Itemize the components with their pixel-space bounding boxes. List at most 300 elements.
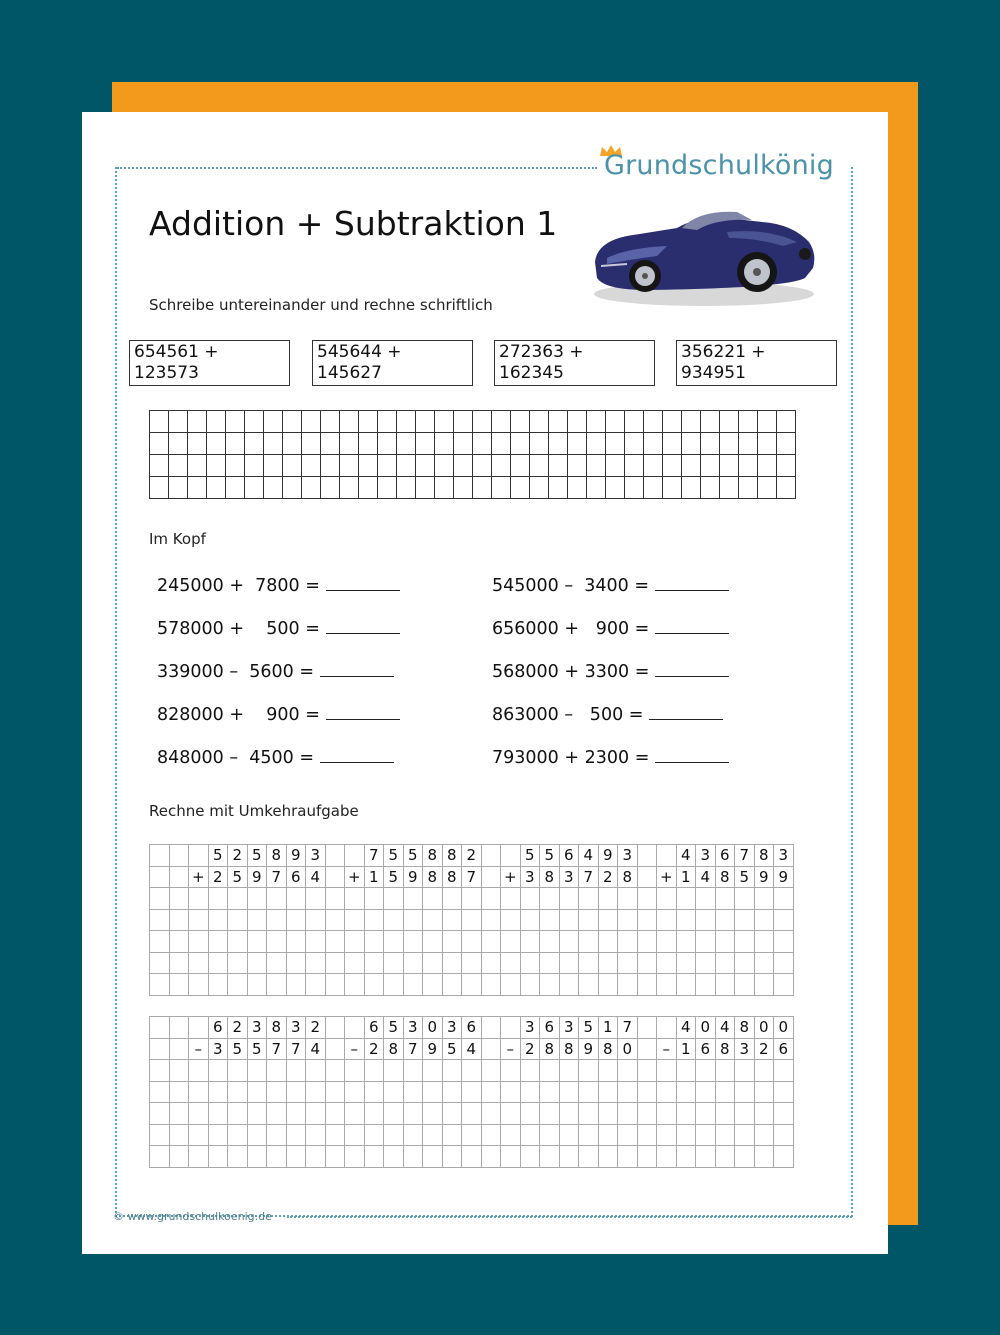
grid-cell[interactable] [423, 888, 443, 910]
grid-cell[interactable] [754, 1060, 774, 1082]
grid-cell[interactable] [150, 455, 169, 477]
digit-cell[interactable]: 8 [423, 845, 443, 867]
grid-cell[interactable] [442, 1124, 462, 1146]
grid-cell[interactable] [606, 411, 625, 433]
grid-cell[interactable] [754, 1081, 774, 1103]
grid-cell[interactable] [283, 455, 302, 477]
grid-cell[interactable] [325, 1146, 345, 1168]
digit-cell[interactable]: 6 [774, 1038, 794, 1060]
grid-cell[interactable] [579, 888, 599, 910]
grid-cell[interactable] [403, 1146, 423, 1168]
digit-cell[interactable]: 6 [364, 1017, 384, 1039]
grid-cell[interactable] [625, 433, 644, 455]
digit-cell[interactable] [481, 1038, 501, 1060]
digit-cell[interactable]: 6 [462, 1017, 482, 1039]
grid-cell[interactable] [306, 1081, 326, 1103]
grid-cell[interactable] [188, 433, 207, 455]
grid-cell[interactable] [663, 411, 682, 433]
grid-cell[interactable] [637, 974, 657, 996]
grid-cell[interactable] [559, 952, 579, 974]
digit-cell[interactable] [150, 866, 170, 888]
digit-cell[interactable]: 3 [247, 1017, 267, 1039]
digit-cell[interactable]: + [657, 866, 677, 888]
digit-cell[interactable]: 5 [735, 866, 755, 888]
grid-cell[interactable] [454, 433, 473, 455]
grid-cell[interactable] [696, 888, 716, 910]
grid-cell[interactable] [715, 1103, 735, 1125]
grid-cell[interactable] [306, 931, 326, 953]
grid-cell[interactable] [397, 477, 416, 499]
grid-cell[interactable] [150, 411, 169, 433]
grid-cell[interactable] [715, 974, 735, 996]
grid-cell[interactable] [777, 477, 796, 499]
digit-cell[interactable]: 8 [442, 866, 462, 888]
digit-cell[interactable]: 5 [384, 866, 404, 888]
digit-cell[interactable] [150, 845, 170, 867]
digit-cell[interactable]: 0 [618, 1038, 638, 1060]
grid-cell[interactable] [637, 1060, 657, 1082]
grid-cell[interactable] [454, 455, 473, 477]
grid-cell[interactable] [618, 952, 638, 974]
grid-cell[interactable] [481, 1146, 501, 1168]
digit-cell[interactable]: 3 [735, 1038, 755, 1060]
grid-cell[interactable] [696, 1124, 716, 1146]
grid-cell[interactable] [442, 888, 462, 910]
digit-cell[interactable] [345, 1017, 365, 1039]
grid-cell[interactable] [637, 1081, 657, 1103]
grid-cell[interactable] [364, 1081, 384, 1103]
grid-cell[interactable] [701, 433, 720, 455]
grid-cell[interactable] [739, 411, 758, 433]
digit-cell[interactable] [150, 1017, 170, 1039]
grid-cell[interactable] [364, 1103, 384, 1125]
grid-cell[interactable] [568, 411, 587, 433]
grid-cell[interactable] [442, 974, 462, 996]
grid-cell[interactable] [676, 1060, 696, 1082]
grid-cell[interactable] [403, 1060, 423, 1082]
grid-cell[interactable] [340, 433, 359, 455]
grid-cell[interactable] [735, 1060, 755, 1082]
digit-cell[interactable]: 7 [364, 845, 384, 867]
grid-cell[interactable] [403, 952, 423, 974]
grid-cell[interactable] [520, 974, 540, 996]
grid-cell[interactable] [587, 433, 606, 455]
grid-cell[interactable] [754, 931, 774, 953]
grid-cell[interactable] [676, 909, 696, 931]
grid-cell[interactable] [306, 1103, 326, 1125]
digit-cell[interactable]: 3 [696, 845, 716, 867]
grid-cell[interactable] [403, 909, 423, 931]
grid-cell[interactable] [340, 455, 359, 477]
grid-cell[interactable] [189, 1124, 209, 1146]
grid-cell[interactable] [302, 477, 321, 499]
grid-cell[interactable] [384, 1060, 404, 1082]
grid-cell[interactable] [598, 952, 618, 974]
grid-cell[interactable] [286, 931, 306, 953]
grid-cell[interactable] [364, 974, 384, 996]
grid-cell[interactable] [559, 1103, 579, 1125]
grid-cell[interactable] [644, 455, 663, 477]
grid-cell[interactable] [587, 411, 606, 433]
grid-cell[interactable] [462, 974, 482, 996]
grid-cell[interactable] [663, 477, 682, 499]
grid-cell[interactable] [286, 1103, 306, 1125]
digit-cell[interactable]: 8 [442, 845, 462, 867]
digit-cell[interactable]: 9 [423, 1038, 443, 1060]
grid-cell[interactable] [598, 1146, 618, 1168]
grid-cell[interactable] [247, 1103, 267, 1125]
grid-cell[interactable] [735, 1103, 755, 1125]
digit-cell[interactable]: 2 [228, 1017, 248, 1039]
digit-cell[interactable]: 2 [364, 1038, 384, 1060]
grid-cell[interactable] [416, 433, 435, 455]
grid-cell[interactable] [481, 1081, 501, 1103]
grid-cell[interactable] [435, 433, 454, 455]
grid-cell[interactable] [644, 477, 663, 499]
digit-cell[interactable]: 9 [403, 866, 423, 888]
grid-cell[interactable] [207, 477, 226, 499]
grid-cell[interactable] [657, 974, 677, 996]
grid-cell[interactable] [359, 455, 378, 477]
digit-cell[interactable] [189, 845, 209, 867]
grid-cell[interactable] [481, 952, 501, 974]
digit-cell[interactable]: 5 [442, 1038, 462, 1060]
grid-cell[interactable] [169, 455, 188, 477]
answer-line[interactable] [655, 660, 729, 677]
grid-cell[interactable] [657, 888, 677, 910]
grid-cell[interactable] [618, 1146, 638, 1168]
grid-cell[interactable] [579, 974, 599, 996]
grid-cell[interactable] [696, 1103, 716, 1125]
grid-cell[interactable] [169, 1081, 189, 1103]
grid-cell[interactable] [306, 952, 326, 974]
grid-cell[interactable] [501, 931, 521, 953]
grid-cell[interactable] [774, 931, 794, 953]
digit-cell[interactable]: 1 [364, 866, 384, 888]
grid-cell[interactable] [264, 477, 283, 499]
digit-cell[interactable]: 2 [520, 1038, 540, 1060]
digit-cell[interactable]: + [345, 866, 365, 888]
digit-cell[interactable]: 0 [754, 1017, 774, 1039]
grid-cell[interactable] [228, 974, 248, 996]
grid-cell[interactable] [598, 909, 618, 931]
grid-cell[interactable] [423, 1103, 443, 1125]
digit-cell[interactable]: 3 [618, 845, 638, 867]
grid-cell[interactable] [208, 1124, 228, 1146]
grid-cell[interactable] [228, 909, 248, 931]
grid-cell[interactable] [540, 1081, 560, 1103]
grid-cell[interactable] [501, 1103, 521, 1125]
grid-cell[interactable] [364, 1124, 384, 1146]
grid-cell[interactable] [540, 931, 560, 953]
grid-cell[interactable] [682, 411, 701, 433]
digit-cell[interactable]: 7 [286, 1038, 306, 1060]
grid-cell[interactable] [735, 1124, 755, 1146]
grid-cell[interactable] [774, 888, 794, 910]
grid-cell[interactable] [306, 909, 326, 931]
grid-cell[interactable] [462, 1103, 482, 1125]
grid-cell[interactable] [384, 1103, 404, 1125]
grid-cell[interactable] [598, 1060, 618, 1082]
grid-cell[interactable] [208, 1146, 228, 1168]
grid-cell[interactable] [442, 952, 462, 974]
grid-cell[interactable] [286, 888, 306, 910]
digit-cell[interactable]: 5 [403, 845, 423, 867]
grid-cell[interactable] [774, 1124, 794, 1146]
grid-cell[interactable] [618, 1103, 638, 1125]
grid-cell[interactable] [378, 455, 397, 477]
grid-cell[interactable] [150, 952, 170, 974]
digit-cell[interactable]: 8 [384, 1038, 404, 1060]
grid-cell[interactable] [345, 1146, 365, 1168]
grid-cell[interactable] [696, 974, 716, 996]
grid-cell[interactable] [501, 1146, 521, 1168]
digit-cell[interactable]: 1 [598, 1017, 618, 1039]
grid-cell[interactable] [442, 1103, 462, 1125]
answer-line[interactable] [326, 703, 400, 720]
digit-cell[interactable]: 6 [286, 866, 306, 888]
grid-cell[interactable] [325, 952, 345, 974]
grid-cell[interactable] [587, 455, 606, 477]
grid-cell[interactable] [598, 1081, 618, 1103]
digit-cell[interactable] [345, 845, 365, 867]
grid-cell[interactable] [715, 888, 735, 910]
grid-cell[interactable] [625, 477, 644, 499]
grid-cell[interactable] [549, 433, 568, 455]
grid-cell[interactable] [169, 433, 188, 455]
grid-cell[interactable] [169, 1146, 189, 1168]
digit-cell[interactable]: 3 [520, 866, 540, 888]
digit-cell[interactable]: 5 [208, 845, 228, 867]
answer-line[interactable] [326, 574, 400, 591]
digit-cell[interactable]: 6 [715, 845, 735, 867]
digit-cell[interactable]: 2 [462, 845, 482, 867]
grid-cell[interactable] [208, 931, 228, 953]
grid-cell[interactable] [758, 477, 777, 499]
digit-cell[interactable]: 8 [715, 1038, 735, 1060]
grid-cell[interactable] [644, 433, 663, 455]
grid-cell[interactable] [559, 1081, 579, 1103]
digit-cell[interactable] [637, 866, 657, 888]
grid-cell[interactable] [473, 477, 492, 499]
grid-cell[interactable] [384, 888, 404, 910]
grid-cell[interactable] [754, 888, 774, 910]
digit-cell[interactable]: 4 [306, 866, 326, 888]
grid-cell[interactable] [758, 411, 777, 433]
grid-cell[interactable] [473, 433, 492, 455]
digit-cell[interactable]: 2 [306, 1017, 326, 1039]
grid-cell[interactable] [189, 952, 209, 974]
grid-cell[interactable] [520, 1146, 540, 1168]
grid-cell[interactable] [598, 974, 618, 996]
grid-cell[interactable] [325, 1081, 345, 1103]
grid-cell[interactable] [207, 411, 226, 433]
digit-cell[interactable]: 8 [423, 866, 443, 888]
grid-cell[interactable] [345, 952, 365, 974]
grid-cell[interactable] [774, 909, 794, 931]
grid-cell[interactable] [568, 477, 587, 499]
grid-cell[interactable] [520, 1124, 540, 1146]
digit-cell[interactable]: 9 [579, 1038, 599, 1060]
digit-cell[interactable]: 8 [267, 1017, 287, 1039]
digit-cell[interactable]: 9 [774, 866, 794, 888]
grid-cell[interactable] [559, 931, 579, 953]
grid-cell[interactable] [598, 1103, 618, 1125]
grid-cell[interactable] [657, 1060, 677, 1082]
grid-cell[interactable] [416, 411, 435, 433]
digit-cell[interactable]: 6 [696, 1038, 716, 1060]
grid-cell[interactable] [435, 411, 454, 433]
digit-cell[interactable]: 5 [540, 845, 560, 867]
grid-cell[interactable] [696, 931, 716, 953]
grid-cell[interactable] [540, 974, 560, 996]
grid-cell[interactable] [442, 931, 462, 953]
grid-cell[interactable] [774, 952, 794, 974]
grid-cell[interactable] [682, 455, 701, 477]
grid-cell[interactable] [520, 888, 540, 910]
digit-cell[interactable]: 7 [267, 1038, 287, 1060]
grid-cell[interactable] [540, 1060, 560, 1082]
grid-cell[interactable] [403, 888, 423, 910]
digit-cell[interactable]: 8 [540, 1038, 560, 1060]
digit-cell[interactable]: 5 [228, 1038, 248, 1060]
digit-cell[interactable] [637, 845, 657, 867]
grid-cell[interactable] [568, 433, 587, 455]
digit-cell[interactable]: 8 [540, 866, 560, 888]
grid-cell[interactable] [758, 455, 777, 477]
answer-line[interactable] [649, 703, 723, 720]
grid-cell[interactable] [245, 455, 264, 477]
digit-cell[interactable]: 3 [403, 1017, 423, 1039]
digit-cell[interactable] [169, 866, 189, 888]
digit-cell[interactable] [637, 1017, 657, 1039]
digit-cell[interactable]: 9 [754, 866, 774, 888]
grid-cell[interactable] [618, 931, 638, 953]
digit-cell[interactable]: 8 [598, 1038, 618, 1060]
digit-cell[interactable] [325, 845, 345, 867]
grid-cell[interactable] [676, 1146, 696, 1168]
grid-cell[interactable] [774, 1081, 794, 1103]
digit-cell[interactable]: 5 [384, 1017, 404, 1039]
grid-cell[interactable] [735, 1146, 755, 1168]
digit-cell[interactable]: 0 [774, 1017, 794, 1039]
grid-cell[interactable] [189, 909, 209, 931]
grid-cell[interactable] [657, 1103, 677, 1125]
grid-cell[interactable] [720, 455, 739, 477]
grid-cell[interactable] [754, 909, 774, 931]
grid-cell[interactable] [657, 1124, 677, 1146]
grid-cell[interactable] [481, 931, 501, 953]
digit-cell[interactable]: 4 [696, 866, 716, 888]
digit-cell[interactable]: 5 [520, 845, 540, 867]
grid-cell[interactable] [663, 455, 682, 477]
grid-cell[interactable] [637, 1146, 657, 1168]
grid-cell[interactable] [321, 477, 340, 499]
digit-cell[interactable]: 6 [559, 845, 579, 867]
grid-cell[interactable] [720, 433, 739, 455]
digit-cell[interactable]: 3 [559, 866, 579, 888]
grid-cell[interactable] [226, 433, 245, 455]
grid-cell[interactable] [676, 1103, 696, 1125]
grid-cell[interactable] [462, 1060, 482, 1082]
digit-cell[interactable]: 8 [754, 845, 774, 867]
digit-cell[interactable]: 2 [228, 845, 248, 867]
grid-cell[interactable] [682, 477, 701, 499]
grid-cell[interactable] [325, 1060, 345, 1082]
grid-cell[interactable] [715, 1146, 735, 1168]
grid-cell[interactable] [423, 1060, 443, 1082]
grid-cell[interactable] [735, 888, 755, 910]
digit-cell[interactable]: 8 [559, 1038, 579, 1060]
grid-cell[interactable] [754, 952, 774, 974]
grid-cell[interactable] [207, 455, 226, 477]
grid-cell[interactable] [579, 1146, 599, 1168]
grid-cell[interactable] [423, 931, 443, 953]
grid-cell[interactable] [735, 909, 755, 931]
grid-cell[interactable] [559, 1124, 579, 1146]
digit-cell[interactable] [189, 1017, 209, 1039]
grid-cell[interactable] [306, 1060, 326, 1082]
grid-cell[interactable] [579, 952, 599, 974]
digit-cell[interactable]: 7 [267, 866, 287, 888]
grid-cell[interactable] [228, 1124, 248, 1146]
grid-cell[interactable] [150, 974, 170, 996]
grid-cell[interactable] [696, 1146, 716, 1168]
grid-cell[interactable] [384, 931, 404, 953]
grid-cell[interactable] [754, 974, 774, 996]
grid-cell[interactable] [625, 455, 644, 477]
grid-cell[interactable] [501, 952, 521, 974]
grid-cell[interactable] [598, 888, 618, 910]
grid-cell[interactable] [345, 1060, 365, 1082]
grid-cell[interactable] [226, 455, 245, 477]
grid-cell[interactable] [169, 888, 189, 910]
grid-cell[interactable] [247, 1124, 267, 1146]
grid-cell[interactable] [701, 455, 720, 477]
grid-cell[interactable] [540, 1146, 560, 1168]
grid-cell[interactable] [208, 909, 228, 931]
grid-cell[interactable] [754, 1124, 774, 1146]
grid-cell[interactable] [462, 1124, 482, 1146]
grid-cell[interactable] [150, 931, 170, 953]
digit-cell[interactable] [657, 845, 677, 867]
grid-cell[interactable] [228, 952, 248, 974]
grid-cell[interactable] [264, 411, 283, 433]
grid-cell[interactable] [169, 931, 189, 953]
grid-cell[interactable] [150, 909, 170, 931]
grid-cell[interactable] [302, 455, 321, 477]
grid-cell[interactable] [657, 952, 677, 974]
grid-cell[interactable] [286, 1124, 306, 1146]
grid-cell[interactable] [511, 455, 530, 477]
grid-cell[interactable] [207, 433, 226, 455]
digit-cell[interactable] [481, 1017, 501, 1039]
grid-cell[interactable] [325, 1124, 345, 1146]
grid-cell[interactable] [549, 455, 568, 477]
grid-cell[interactable] [325, 888, 345, 910]
grid-cell[interactable] [774, 1060, 794, 1082]
grid-cell[interactable] [325, 931, 345, 953]
digit-cell[interactable]: 4 [579, 845, 599, 867]
grid-cell[interactable] [423, 1081, 443, 1103]
grid-cell[interactable] [492, 433, 511, 455]
grid-cell[interactable] [416, 477, 435, 499]
grid-cell[interactable] [247, 1146, 267, 1168]
digit-cell[interactable]: 7 [618, 1017, 638, 1039]
grid-cell[interactable] [345, 909, 365, 931]
grid-cell[interactable] [384, 1081, 404, 1103]
grid-cell[interactable] [549, 477, 568, 499]
